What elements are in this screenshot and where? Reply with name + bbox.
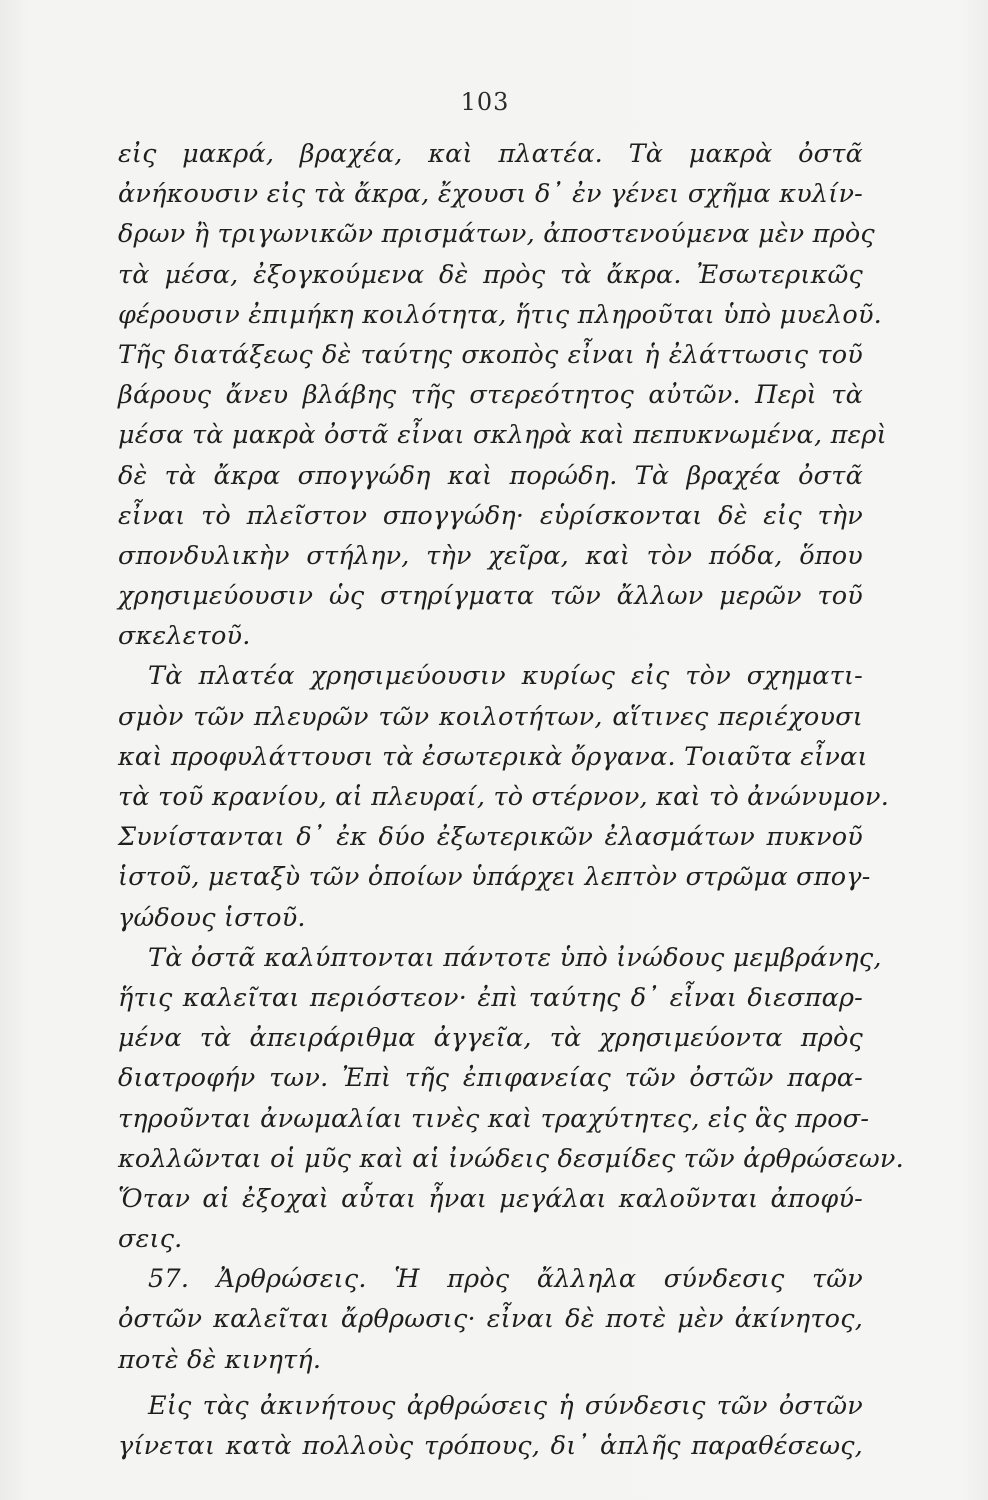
text-line: καὶ προφυλάττουσι τὰ ἐσωτερικὰ ὄργανα. Τοιαῦτα εἶναι — [118, 741, 868, 772]
section-heading-line: 57. Ἀρθρώσεις. Ἡ πρὸς ἄλληλα σύνδεσις τῶν — [148, 1264, 863, 1295]
text-line: δὲ τὰ ἄκρα σπογγώδη καὶ πορώδη. Τὰ βραχέα ὀστᾶ — [118, 460, 863, 491]
text-line: κολλῶνται οἱ μῦς καὶ αἱ ἰνώδεις δεσμίδες τῶν ἀρθρώσεων. — [118, 1143, 904, 1174]
text-line: δρων ἢ τριγωνικῶν πρισμάτων, ἀποστενούμενα μὲν πρὸς — [118, 219, 875, 250]
paragraph-start-line: Τὰ ὀστᾶ καλύπτονται πάντοτε ὑπὸ ἰνώδους μεμβράνης, — [148, 942, 882, 973]
text-line: ὀστῶν καλεῖται ἄρθρωσις· εἶναι δὲ ποτὲ μὲν ἀκίνητος, — [118, 1304, 863, 1335]
text-line: διατροφήν των. Ἐπὶ τῆς ἐπιφανείας τῶν ὀστῶν παρα- — [118, 1063, 863, 1094]
text-line: βάρους ἄνευ βλάβης τῆς στερεότητος αὐτῶν. Περὶ τὰ — [118, 380, 863, 411]
text-line: ἥτις καλεῖται περιόστεον· ἐπὶ ταύτης δ᾿ εἶναι διεσπαρ- — [118, 982, 863, 1013]
text-line: σμὸν τῶν πλευρῶν τῶν κοιλοτήτων, αἵτινες περιέχουσι — [118, 701, 863, 732]
text-line: σπονδυλικὴν στήλην, τὴν χεῖρα, καὶ τὸν πόδα, ὅπου — [118, 540, 863, 571]
paragraph-start-line: Τὰ πλατέα χρησιμεύουσιν κυρίως εἰς τὸν σχηματι- — [148, 661, 863, 692]
text-line: ἀνήκουσιν εἰς τὰ ἄκρα, ἔχουσι δ᾿ ἐν γένει σχῆμα κυλίν- — [118, 179, 863, 210]
text-line: τὰ τοῦ κρανίου, αἱ πλευραί, τὸ στέρνον, καὶ τὸ ἀνώνυμον. — [118, 782, 890, 812]
text-line: εἰς μακρά, βραχέα, καὶ πλατέα. Τὰ μακρὰ ὀστᾶ — [118, 139, 863, 169]
text-line: χρησιμεύουσιν ὡς στηρίγματα τῶν ἄλλων μερῶν τοῦ — [118, 581, 863, 612]
paragraph-start-line: Εἰς τὰς ἀκινήτους ἀρθρώσεις ἡ σύνδεσις τῶν ὀστῶν — [148, 1390, 863, 1421]
body-text — [118, 134, 904, 1466]
text-line: ἱστοῦ, μεταξὺ τῶν ὁποίων ὑπάρχει λεπτὸν στρῶμα σπογ- — [118, 862, 871, 893]
text-line: μέσα τὰ μακρὰ ὀστᾶ εἶναι σκληρὰ καὶ πεπυκνωμένα, περὶ — [118, 420, 887, 451]
text-line: μένα τὰ ἀπειράριθμα ἀγγεῖα, τὰ χρησιμεύοντα πρὸς — [118, 1023, 863, 1054]
text-line: εἶναι τὸ πλεῖστον σπογγώδη· εὑρίσκονται δὲ εἰς τὴν — [118, 500, 863, 531]
text-line: σεις. — [118, 1224, 183, 1255]
text-line: Ὅταν αἱ ἐξοχαὶ αὗται ἦναι μεγάλαι καλοῦνται ἀποφύ- — [118, 1183, 863, 1214]
page-number: 103 — [460, 88, 510, 116]
text-line: τηροῦνται ἀνωμαλίαι τινὲς καὶ τραχύτητες, εἰς ἃς προσ- — [118, 1103, 870, 1134]
text-line: Συνίστανται δ᾿ ἐκ δύο ἐξωτερικῶν ἐλασμάτων πυκνοῦ — [118, 822, 863, 853]
text-line: τὰ μέσα, ἐξογκούμενα δὲ πρὸς τὰ ἄκρα. Ἐσωτερικῶς — [118, 259, 863, 290]
text-line: σκελετοῦ. — [118, 621, 251, 652]
text-line: ποτὲ δὲ κινητή. — [118, 1344, 322, 1375]
text-line: γίνεται κατὰ πολλοὺς τρόπους, δι᾿ ἁπλῆς παραθέσεως, — [118, 1431, 863, 1461]
text-line: φέρουσιν ἐπιμήκη κοιλότητα, ἥτις πληροῦται ὑπὸ μυελοῦ. — [118, 299, 882, 330]
text-line: γώδους ἱστοῦ. — [118, 902, 306, 933]
text-line: Τῆς διατάξεως δὲ ταύτης σκοπὸς εἶναι ἡ ἐλάττωσις τοῦ — [118, 339, 863, 370]
